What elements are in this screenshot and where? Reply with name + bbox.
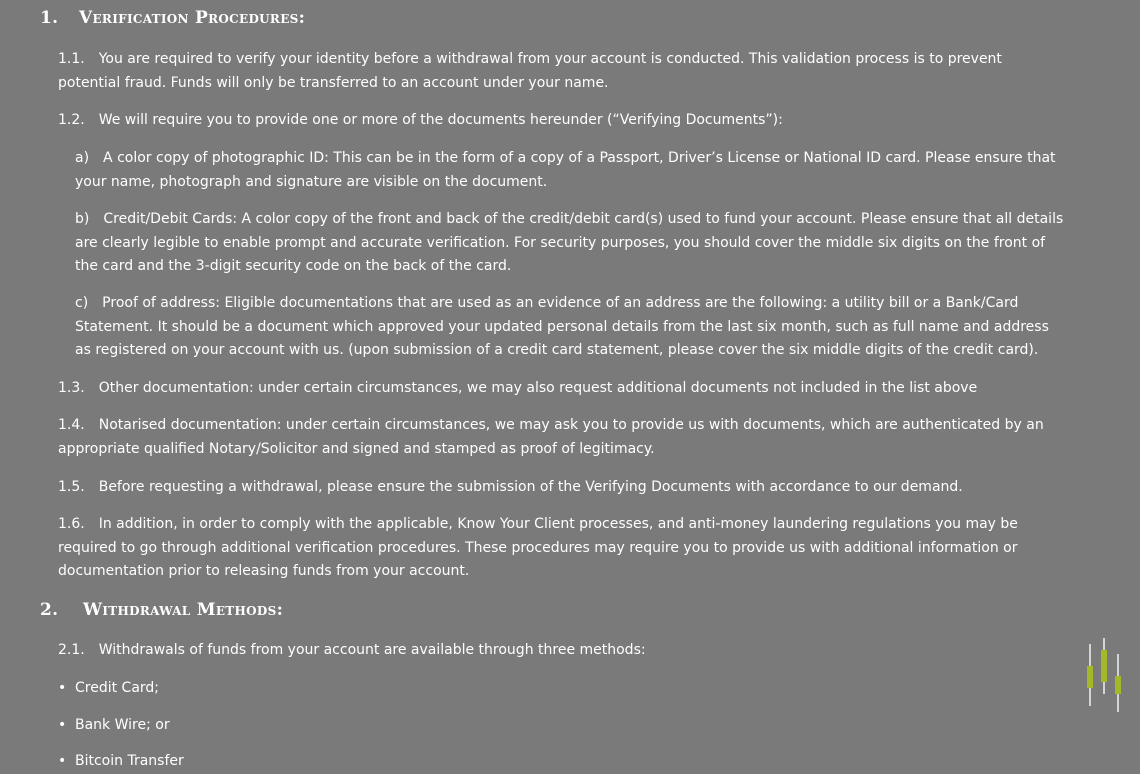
bullet-dot-icon: • — [58, 753, 67, 769]
clause-1-2-a — [75, 147, 1065, 194]
clause-number: 1.3. — [58, 380, 85, 396]
clause-2-1 — [58, 639, 1068, 663]
clause-number: 1.6. — [58, 516, 85, 532]
clause-number: c) — [75, 295, 89, 311]
bullet-text: Bank Wire; or — [75, 717, 170, 733]
section-2-heading — [40, 600, 283, 620]
clause-1-6 — [58, 513, 1068, 584]
section-number: 1. — [40, 8, 59, 28]
bullet-item — [58, 750, 184, 774]
clause-1-1 — [58, 48, 1068, 95]
bullet-item — [58, 714, 170, 738]
clause-number: 1.1. — [58, 51, 85, 67]
clause-number: 1.5. — [58, 479, 85, 495]
clause-text: Notarised documentation: under certain circumstances, we may ask you to provide us with documents, which are authenticated by an appropriate qualified Notary/Solicitor and signed and stamped as proof of legitimacy. — [58, 417, 1044, 457]
clause-number: b) — [75, 211, 90, 227]
clause-number: a) — [75, 150, 90, 166]
clause-1-2-b — [75, 208, 1065, 279]
clause-1-3 — [58, 377, 1068, 401]
clause-text: You are required to verify your identity before a withdrawal from your account is conducted. This validation process is to prevent potential fraud. Funds will only be transferred to an account under your name. — [58, 51, 1002, 91]
clause-number: 2.1. — [58, 642, 85, 658]
bullet-text: Credit Card; — [75, 680, 160, 696]
clause-number: 1.4. — [58, 417, 85, 433]
candlestick-chart-icon[interactable] — [1084, 636, 1124, 714]
clause-text: We will require you to provide one or more of the documents hereunder (“Verifying Documents”): — [98, 112, 783, 128]
bullet-dot-icon: • — [58, 680, 67, 696]
section-1-heading — [40, 8, 305, 28]
clause-number: 1.2. — [58, 112, 85, 128]
clause-1-2-c — [75, 292, 1065, 363]
clause-text: A color copy of photographic ID: This can be in the form of a copy of a Passport, Driver’s License or National ID card. Please ensure that your name, photograph and signature are visible on the document. — [75, 150, 1056, 190]
clause-text: Credit/Debit Cards: A color copy of the front and back of the credit/debit card(s) used to fund your account. Please ensure that all details are clearly legible to enable prompt and accurate verification. For security purposes, you should cover the middle six digits on the front of the card and the 3-digit security code on the back of the card. — [75, 211, 1064, 274]
section-title: Withdrawal Methods: — [83, 600, 284, 620]
clause-text: Proof of address: Eligible documentations that are used as an evidence of an address are the following: a utility bill or a Bank/Card Statement. It should be a document which approved your updated personal details from the last six month, such as full name and address as registered on your account with us. (upon submission of a credit card statement, please cover the six middle digits of the credit card). — [75, 295, 1049, 358]
clause-1-2 — [58, 109, 1068, 133]
bullet-text: Bitcoin Transfer — [75, 753, 184, 769]
bullet-dot-icon: • — [58, 717, 67, 733]
clause-text: Before requesting a withdrawal, please ensure the submission of the Verifying Documents with accordance to our demand. — [98, 479, 963, 495]
section-number: 2. — [40, 600, 59, 620]
bullet-item — [58, 677, 159, 701]
section-title: Verification Procedures: — [79, 8, 306, 28]
clause-text: Other documentation: under certain circumstances, we may also request additional documents not included in the list above — [98, 380, 978, 396]
clause-1-5 — [58, 476, 1068, 500]
clause-1-4 — [58, 414, 1068, 461]
clause-text: In addition, in order to comply with the applicable, Know Your Client processes, and anti-money laundering regulations you may be required to go through additional verification procedures. These procedures may require you to provide us with additional information or documentation prior to releasing funds from your account. — [58, 516, 1018, 579]
clause-text: Withdrawals of funds from your account are available through three methods: — [98, 642, 646, 658]
